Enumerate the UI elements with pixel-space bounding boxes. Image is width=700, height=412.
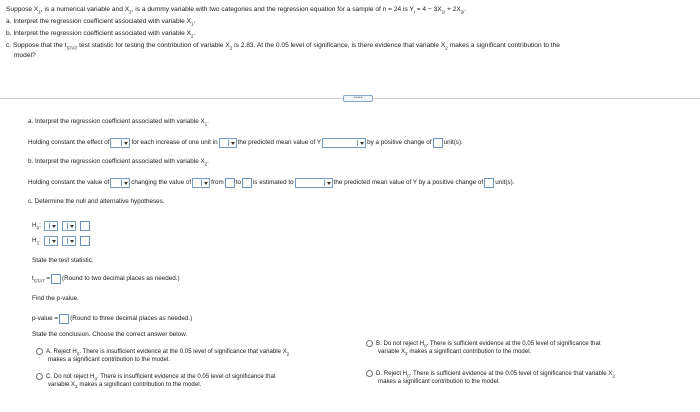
answer-c-heading: c. Determine the null and alternative hypotheses. bbox=[28, 198, 165, 205]
question-part-c-cont: model? bbox=[14, 52, 36, 59]
b-var2-dropdown[interactable] bbox=[192, 178, 210, 188]
h0-row: $H_0$: bbox=[32, 221, 91, 231]
answer-a-line: Holding constant the effect of for each increase of one unit in the predicted mean value of Y by a positive change of unit(s). bbox=[28, 139, 463, 146]
h0-value-input[interactable] bbox=[80, 221, 90, 231]
a-change-input[interactable] bbox=[433, 138, 443, 148]
stat-prompt: State the test statistic. bbox=[32, 257, 94, 264]
option-d[interactable]: D. Reject $H_0$. There is sufficient evidence at the 0.05 level of significance that variable $X_2$ makes a significant contribution to the model. bbox=[366, 370, 615, 386]
option-b-radio[interactable] bbox=[366, 340, 373, 347]
answer-b-heading: b. Interpret the regression coefficient associated with variable $X_2$. bbox=[28, 158, 209, 167]
h1-row: $H_1$: bbox=[32, 236, 91, 246]
a-var-dropdown[interactable] bbox=[110, 138, 130, 148]
h0-param-dropdown[interactable] bbox=[44, 221, 58, 231]
question-part-c: c. Suppose that the $t_{STAT}$ test statistic for testing the contribution of variable $X_2$ is 2.83. At the 0.05 level of significance, is there evidence that variable $X_2$ makes a significant contribution to the bbox=[6, 42, 560, 51]
h1-value-input[interactable] bbox=[80, 236, 90, 246]
option-c[interactable]: C. Do not reject $H_0$. There is insufficient evidence at the 0.05 level of significance that variable $X_2$ makes a significant contribution to the model. bbox=[36, 373, 276, 389]
b-direction-dropdown[interactable] bbox=[295, 178, 333, 188]
b-to-input[interactable] bbox=[242, 178, 252, 188]
a-var2-dropdown[interactable] bbox=[219, 138, 237, 148]
option-a-radio[interactable] bbox=[36, 348, 43, 355]
option-b[interactable]: B. Do not reject $H_0$. There is sufficient evidence at the 0.05 level of significance that variable $X_2$ makes a significant contribution to the model. bbox=[366, 340, 601, 356]
h1-param-dropdown[interactable] bbox=[44, 236, 58, 246]
pvalue-input[interactable] bbox=[59, 314, 69, 324]
option-c-radio[interactable] bbox=[36, 373, 43, 380]
question-part-a: a. Interpret the regression coefficient associated with variable $X_1$. bbox=[6, 18, 196, 27]
h1-sign-dropdown[interactable] bbox=[62, 236, 76, 246]
b-change-input[interactable] bbox=[484, 178, 494, 188]
pvalue-row: p-value = (Round to three decimal places as needed.) bbox=[32, 315, 193, 322]
answer-a-heading: a. Interpret the regression coefficient associated with variable $X_1$. bbox=[28, 118, 209, 127]
tstat-row: $t_{STAT}$ = (Round to two decimal places as needed.) bbox=[32, 275, 180, 284]
option-d-radio[interactable] bbox=[366, 370, 373, 377]
option-a[interactable]: A. Reject $H_0$. There is insufficient evidence at the 0.05 level of significance that variable $X_2$ makes a significant contribution to the model. bbox=[36, 348, 289, 364]
answer-b-line: Holding constant the value of changing the value of from to is estimated to the predicted mean value of Y by a positive change of unit(s). bbox=[28, 179, 515, 186]
tstat-input[interactable] bbox=[51, 274, 61, 284]
a-direction-dropdown[interactable] bbox=[322, 138, 366, 148]
b-from-input[interactable] bbox=[225, 178, 235, 188]
question-intro: Suppose $X_1$, is a numerical variable and $X_2$, is a dummy variable with two categories and the regression equation for a sample of n = 24 is $Y_i = 4 - 3X_{1i} + 2X_{2i}$. bbox=[6, 6, 467, 15]
h0-sign-dropdown[interactable] bbox=[62, 221, 76, 231]
expand-button[interactable]: ••••• bbox=[343, 95, 373, 102]
pvalue-prompt: Find the p-value. bbox=[32, 295, 79, 302]
question-part-b: b. Interpret the regression coefficient associated with variable $X_2$. bbox=[6, 30, 196, 39]
conclusion-prompt: State the conclusion. Choose the correct answer below. bbox=[32, 331, 188, 338]
b-var-dropdown[interactable] bbox=[110, 178, 130, 188]
